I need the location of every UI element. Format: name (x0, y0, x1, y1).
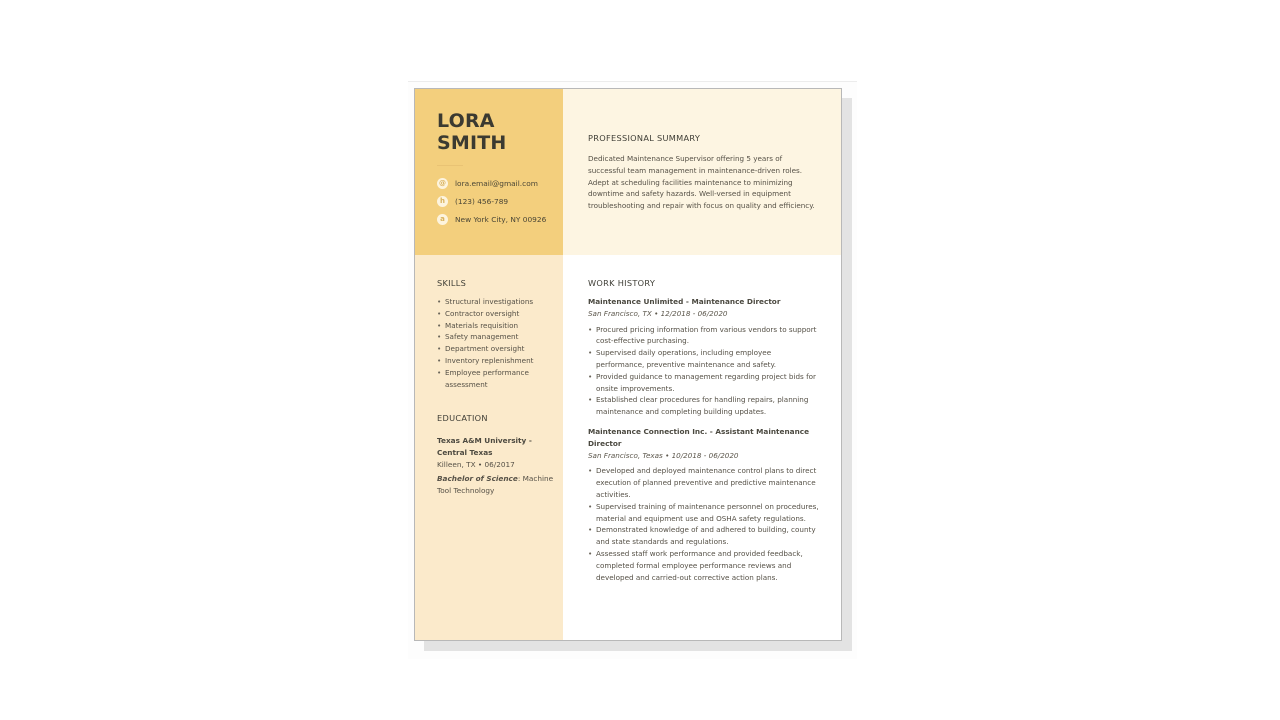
job-bullet: • Supervised training of maintenance personnel on procedures, material and equipment use and OSHA safety regulations. (588, 501, 820, 525)
job-bullets (588, 465, 820, 583)
job-bullet: • Supervised daily operations, including employee performance, preventive maintenance and safety. (588, 347, 820, 371)
education-entry (437, 435, 555, 497)
last-name: SMITH (437, 132, 507, 154)
job-bullet: • Established clear procedures for handling repairs, planning maintenance and completing building updates. (588, 394, 820, 418)
degree (437, 473, 555, 497)
skill-item: • Contractor oversight (437, 308, 547, 320)
candidate-name (437, 110, 507, 154)
school-name: Texas A&M University - Central Texas (437, 436, 532, 457)
contact-phone (437, 196, 508, 207)
job-title: Maintenance Unlimited - Maintenance Director (588, 297, 781, 306)
job-title: Maintenance Connection Inc. - Assistant Maintenance Director (588, 427, 810, 448)
job-meta: San Francisco, Texas • 10/2018 - 06/2020 (588, 450, 739, 460)
skills-list (437, 296, 547, 390)
job-bullet: • Procured pricing information from various vendors to support cost-effective purchasing. (588, 324, 820, 348)
skill-item: • Safety management (437, 331, 547, 343)
resume-page (414, 88, 842, 641)
degree-type: Bachelor of Science (437, 474, 518, 484)
skill-item: • Materials requisition (437, 320, 547, 332)
skill-item: • Department oversight (437, 343, 547, 355)
job-meta: San Francisco, TX • 12/2018 - 06/2020 (588, 308, 728, 318)
first-name: LORA (437, 110, 495, 132)
name-divider (437, 165, 463, 166)
skill-item: • Employee performance assessment (437, 367, 547, 391)
job-bullet: • Demonstrated knowledge of and adhered to building, county and state standards and regulations. (588, 524, 820, 548)
location-icon: a (437, 214, 448, 225)
contact-email (437, 178, 538, 189)
email-icon: @ (439, 179, 446, 187)
job-entry (588, 426, 820, 583)
skills-heading: SKILLS (437, 278, 467, 288)
job-bullet: • Provided guidance to management regarding project bids for onsite improvements. (588, 371, 820, 395)
summary-heading: PROFESSIONAL SUMMARY (588, 133, 701, 143)
job-bullet: • Assessed staff work performance and provided feedback, completed formal employee performance reviews and developed and carried-out corrective action plans. (588, 548, 820, 583)
email-text: lora.email@gmail.com (455, 179, 538, 188)
job-bullet: • Developed and deployed maintenance control plans to direct execution of planned preventive and predictive maintenance activities. (588, 465, 820, 500)
skill-item: • Structural investigations (437, 296, 547, 308)
summary-text: Dedicated Maintenance Supervisor offering 5 years of successful team management in maintenance-driven roles. Adept at scheduling facilities maintenance to minimizing downtime and safety hazards. Well-versed in equipment troubleshooting and repair with focus on quality and efficiency. (588, 154, 815, 211)
phone-icon: h (437, 196, 448, 207)
job-entry (588, 296, 820, 418)
job-bullets (588, 324, 820, 418)
phone-text: (123) 456-789 (455, 197, 509, 206)
address-text: New York City, NY 00926 (455, 215, 547, 224)
skill-item: • Inventory replenishment (437, 355, 547, 367)
school-location-date: Killeen, TX • 06/2017 (437, 459, 515, 469)
education-heading: EDUCATION (437, 413, 488, 423)
degree-field: : Machine Tool Technology (437, 474, 554, 496)
work-heading: WORK HISTORY (588, 278, 656, 288)
contact-address (437, 214, 546, 225)
